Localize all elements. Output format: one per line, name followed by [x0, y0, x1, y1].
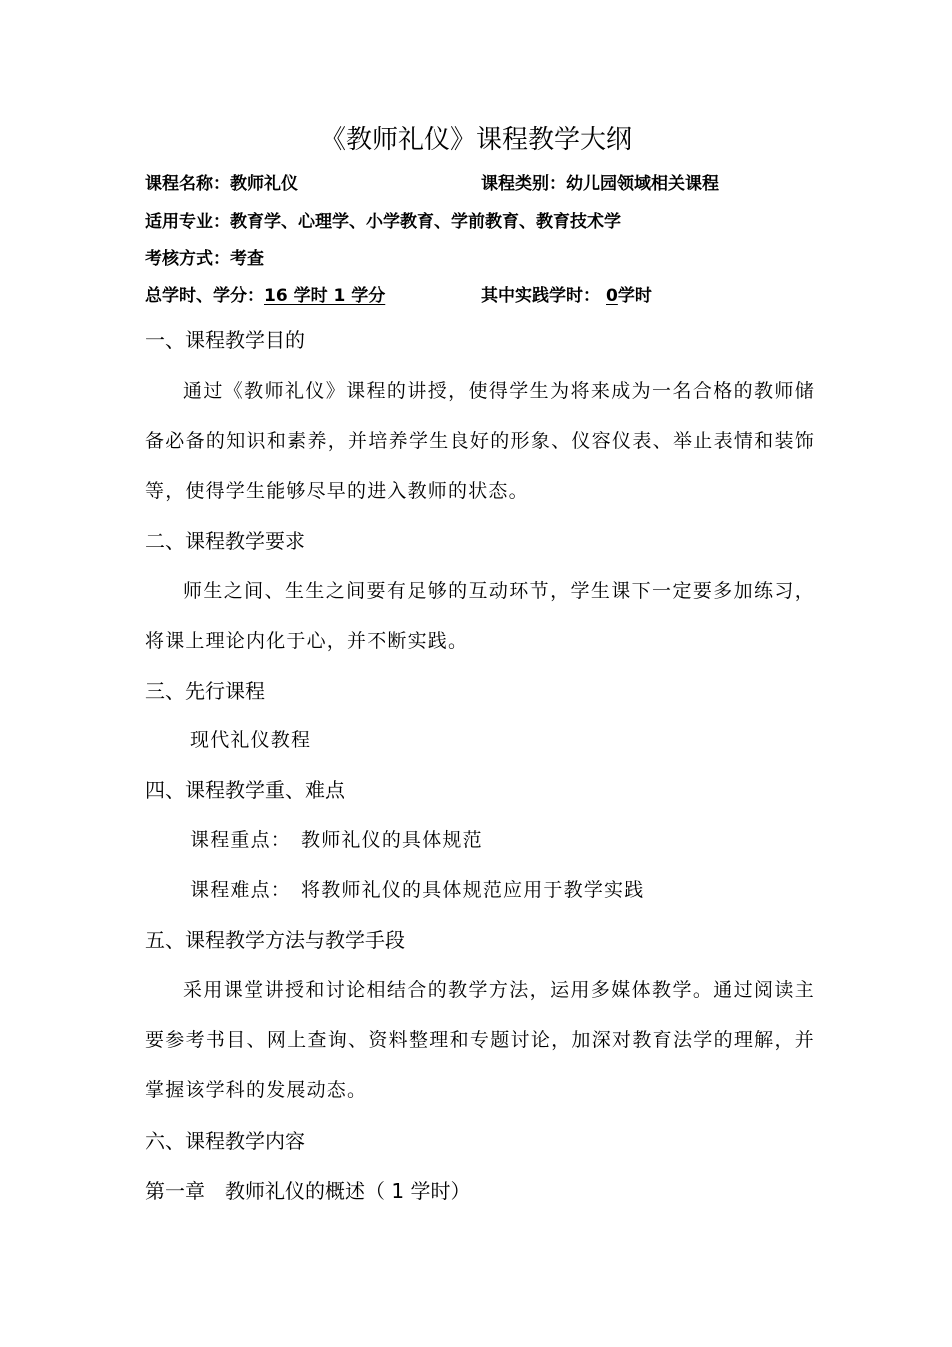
page-title: 《教师礼仪》课程教学大纲 — [319, 125, 632, 155]
practice-value: 0 — [606, 286, 618, 306]
difficult-point-row — [190, 875, 644, 905]
section-1-body: 通过《教师礼仪》课程的讲授，使得学生为将来成为一名合格的教师储备必备的知识和素养，并培养学生良好的形象、仪容仪表、举止表情和装饰等，使得学生能够尽早的进入教师的状态。 — [145, 380, 815, 502]
section-3-heading: 三、先行课程 — [145, 679, 265, 703]
majors-row — [145, 209, 621, 235]
course-name-label: 课程名称： — [145, 174, 230, 194]
section-5-heading: 五、课程教学方法与教学手段 — [145, 928, 405, 952]
section-2-body: 师生之间、生生之间要有足够的互动环节，学生课下一定要多加练习，将课上理论内化于心，并不断实践。 — [145, 580, 815, 652]
assessment-value: 考查 — [230, 249, 264, 269]
practice-unit: 学时 — [617, 286, 652, 306]
section-1-heading: 一、课程教学目的 — [145, 328, 305, 352]
section-6-heading: 六、课程教学内容 — [145, 1129, 305, 1153]
majors-label: 适用专业： — [145, 212, 230, 232]
hours-value: 16 学时 1 学分 — [264, 286, 386, 306]
assessment-label: 考核方式： — [145, 249, 230, 269]
assessment-row — [145, 246, 264, 272]
course-type-label: 课程类别： — [481, 174, 566, 194]
course-name-row — [145, 171, 298, 197]
section-5-body: 采用课堂讲授和讨论相结合的教学方法，运用多媒体教学。通过阅读主要参考书目、网上查询、资料整理和专题讨论，加深对教育法学的理解，并掌握该学科的发展动态。 — [145, 979, 815, 1101]
hours-row — [145, 283, 385, 309]
practice-label: 其中实践学时： — [481, 286, 600, 306]
key-point-label: 课程重点： — [190, 829, 292, 851]
section-4-heading: 四、课程教学重、难点 — [145, 778, 345, 802]
difficult-point-label: 课程难点： — [190, 879, 292, 901]
majors-value: 教育学、心理学、小学教育、学前教育、教育技术学 — [230, 212, 621, 232]
section-2-heading: 二、课程教学要求 — [145, 529, 305, 553]
practice-row — [481, 283, 652, 309]
course-type-row — [481, 171, 719, 197]
key-point-value: 教师礼仪的具体规范 — [301, 829, 483, 851]
chapter-1-heading: 第一章 教师礼仪的概述（ 1 学时） — [145, 1179, 471, 1203]
hours-label: 总学时、学分： — [145, 286, 264, 306]
section-3-body: 现代礼仪教程 — [190, 729, 312, 751]
course-type-value: 幼儿园领域相关课程 — [566, 174, 719, 194]
key-point-row — [190, 825, 483, 855]
course-name-value: 教师礼仪 — [230, 174, 298, 194]
difficult-point-value: 将教师礼仪的具体规范应用于教学实践 — [301, 879, 645, 901]
